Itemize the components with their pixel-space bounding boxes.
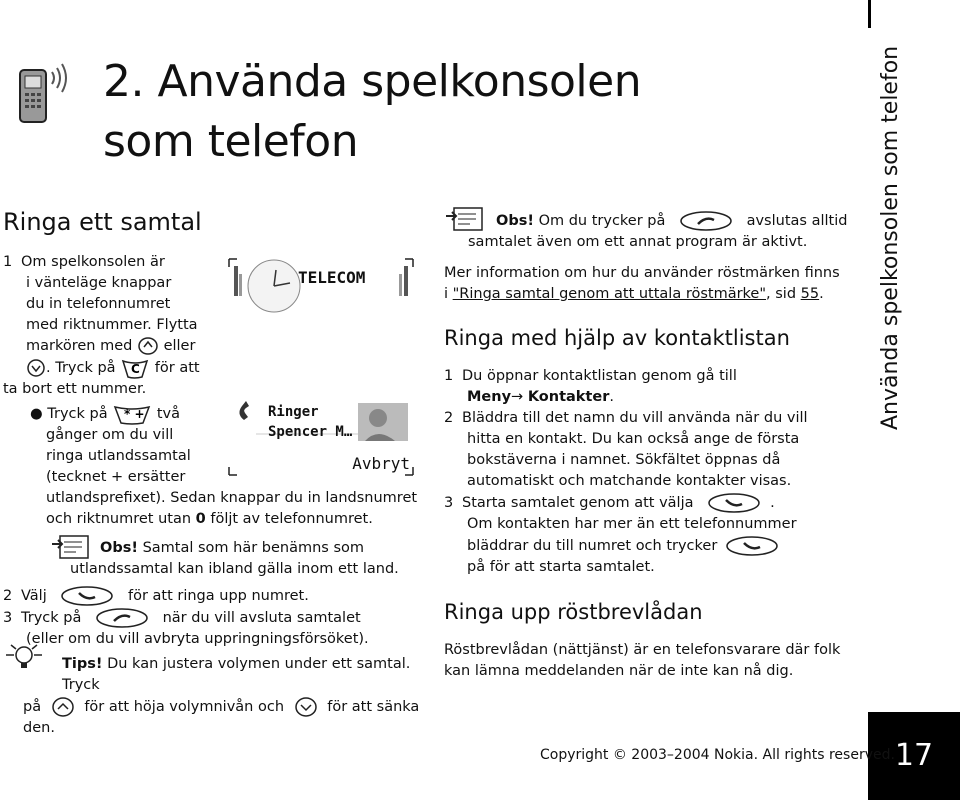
text-line: för att höja volymnivån och — [84, 699, 285, 715]
text-line: , sid — [766, 286, 801, 302]
contact-steps — [444, 366, 864, 578]
step-number: 1 — [444, 368, 454, 384]
svg-text:C: C — [131, 362, 140, 376]
contact-name: Spencer M… — [268, 424, 353, 440]
end-key-icon — [94, 607, 150, 629]
text-line: och riktnumret utan — [46, 511, 192, 527]
step-2 — [3, 585, 423, 607]
phone-icon — [16, 62, 76, 128]
text-line: . — [770, 495, 775, 511]
svg-text:* +: * + — [124, 407, 145, 421]
running-title: Använda spelkonsolen som telefon — [878, 45, 903, 430]
text-line: när du vill avsluta samtalet — [162, 610, 361, 626]
step-number: 3 — [444, 495, 454, 511]
text-line: Tryck på — [21, 610, 82, 626]
call-key-icon — [59, 585, 115, 607]
text-line: på — [23, 699, 42, 715]
note-international — [70, 538, 430, 580]
zero-key-label: 0 — [195, 511, 206, 527]
step-number: 2 — [3, 588, 13, 604]
page-number: 17 — [868, 712, 960, 800]
tip-volume — [23, 654, 423, 739]
text-line: ta bort ett nummer. — [3, 381, 147, 397]
text-line: eller — [163, 338, 196, 354]
contacts-label: Kontakter — [527, 389, 610, 405]
text-line: Om kontakten har mer än ett telefonnummer — [467, 516, 797, 532]
text-line: Samtal som här benämns som — [142, 540, 365, 556]
text-line: gånger om du vill — [46, 427, 174, 443]
text-line: . Tryck på — [46, 360, 116, 376]
call-status: Ringer — [268, 404, 319, 420]
text-line: . — [609, 389, 614, 405]
volume-up-key-icon — [50, 696, 76, 718]
phone-screen-illustration — [228, 258, 414, 476]
step-1 — [3, 252, 243, 400]
text-line: utlandsprefixet). Sedan knappar du in landsnumret — [46, 490, 418, 506]
chapter-title-line1: 2. Använda spelkonsolen — [103, 56, 642, 107]
text-line: Tryck på — [47, 406, 108, 422]
text-line: Om spelkonsolen är — [21, 254, 165, 270]
text-line: samtalet även om ett annat program är aktivt. — [468, 234, 808, 250]
arrow-icon: → — [511, 389, 524, 405]
voice-tag-link[interactable]: "Ringa samtal genom att uttala röstmärke" — [452, 286, 767, 302]
text-line: markören med — [26, 338, 133, 354]
text-line: för att — [154, 360, 200, 376]
text-line: för att sänka — [327, 699, 420, 715]
text-line: kan lämna meddelanden när de inte kan nå dig. — [444, 663, 794, 679]
chapter-title-line2: som telefon — [103, 116, 359, 167]
voicemail-text — [444, 640, 864, 682]
scroll-key-up-icon — [137, 336, 159, 356]
section-heading-rostbrevladan: Ringa upp röstbrevlådan — [444, 600, 703, 624]
section-heading-ringa-ett-samtal: Ringa ett samtal — [3, 208, 202, 236]
note-label: Obs! — [100, 540, 138, 556]
call-key-icon — [706, 492, 762, 514]
text-line: Röstbrevlådan (nättjänst) är en telefonsvarare där folk — [444, 642, 841, 658]
text-line: bokstäverna i namnet. Sökfältet öppnas då — [467, 452, 781, 468]
scroll-key-down-icon — [26, 358, 46, 378]
text-line: Du kan justera volymen under ett samtal. Tryck — [62, 656, 411, 693]
text-line: Starta samtalet genom att välja — [462, 495, 694, 511]
star-key-icon — [112, 403, 152, 425]
text-line: . — [819, 286, 824, 302]
chapter-title — [103, 52, 641, 172]
text-line: hitta en kontakt. Du kan också ange de första — [467, 431, 800, 447]
text-line: Välj — [21, 588, 47, 604]
voice-tag-info — [444, 263, 864, 305]
text-line: (eller om du vill avbryta uppringningsförsöket). — [26, 631, 369, 647]
text-line: i — [444, 286, 453, 302]
text-line: avslutas alltid — [746, 213, 848, 229]
step-number: 1 — [3, 254, 13, 270]
softkey-avbryt: Avbryt — [352, 454, 410, 473]
volume-down-key-icon — [293, 696, 319, 718]
text-line: Du öppnar kontaktlistan genom gå till — [462, 368, 737, 384]
end-key-icon — [678, 210, 734, 232]
text-line: Om du trycker på — [538, 213, 666, 229]
text-line: med riktnummer. Flytta — [26, 317, 198, 333]
step-number: 3 — [3, 610, 13, 626]
text-line: automatiskt och matchande kontakter visas. — [467, 473, 792, 489]
text-line: utlandssamtal kan ibland gälla inom ett land. — [70, 561, 399, 577]
text-line: Mer information om hur du använder röstmärken finns — [444, 265, 840, 281]
copyright-notice: Copyright © 2003–2004 Nokia. All rights reserved. — [540, 747, 895, 763]
menu-label: Meny — [467, 389, 512, 405]
text-line: du in telefonnumret — [26, 296, 171, 312]
text-line: Bläddra till det namn du vill använda när du vill — [462, 410, 808, 426]
page-link-55[interactable]: 55 — [800, 286, 820, 302]
text-line: följt av telefonnumret. — [210, 511, 373, 527]
side-tab-marker — [868, 0, 871, 28]
tip-label: Tips! — [62, 656, 103, 672]
step-number: 2 — [444, 410, 454, 426]
bullet-international: ● Tryck på * + två gånger om du vill ringa utlandssamtal (tecknet + ersätter utlandsprefixet). Sedan knappar du in landsnumret och riktnumret utan 0 följt av telefonnumret. — [30, 403, 430, 530]
text-line: två — [156, 406, 180, 422]
call-key-icon — [724, 535, 780, 557]
text-line: bläddrar du till numret och trycker — [467, 538, 718, 554]
note-label: Obs! — [496, 213, 534, 229]
text-line: för att ringa upp numret. — [127, 588, 309, 604]
clear-key-icon — [120, 357, 150, 379]
section-heading-kontaktlistan: Ringa med hjälp av kontaktlistan — [444, 326, 790, 350]
text-line: (tecknet + ersätter — [46, 469, 186, 485]
text-line: på för att starta samtalet. — [467, 559, 655, 575]
note-end-key — [468, 210, 858, 253]
step-3 — [3, 607, 423, 650]
text-line: den. — [23, 720, 55, 736]
text-line: i vänteläge knappar — [26, 275, 172, 291]
operator-name: TELECOM — [298, 268, 366, 287]
text-line: ringa utlandssamtal — [46, 448, 191, 464]
